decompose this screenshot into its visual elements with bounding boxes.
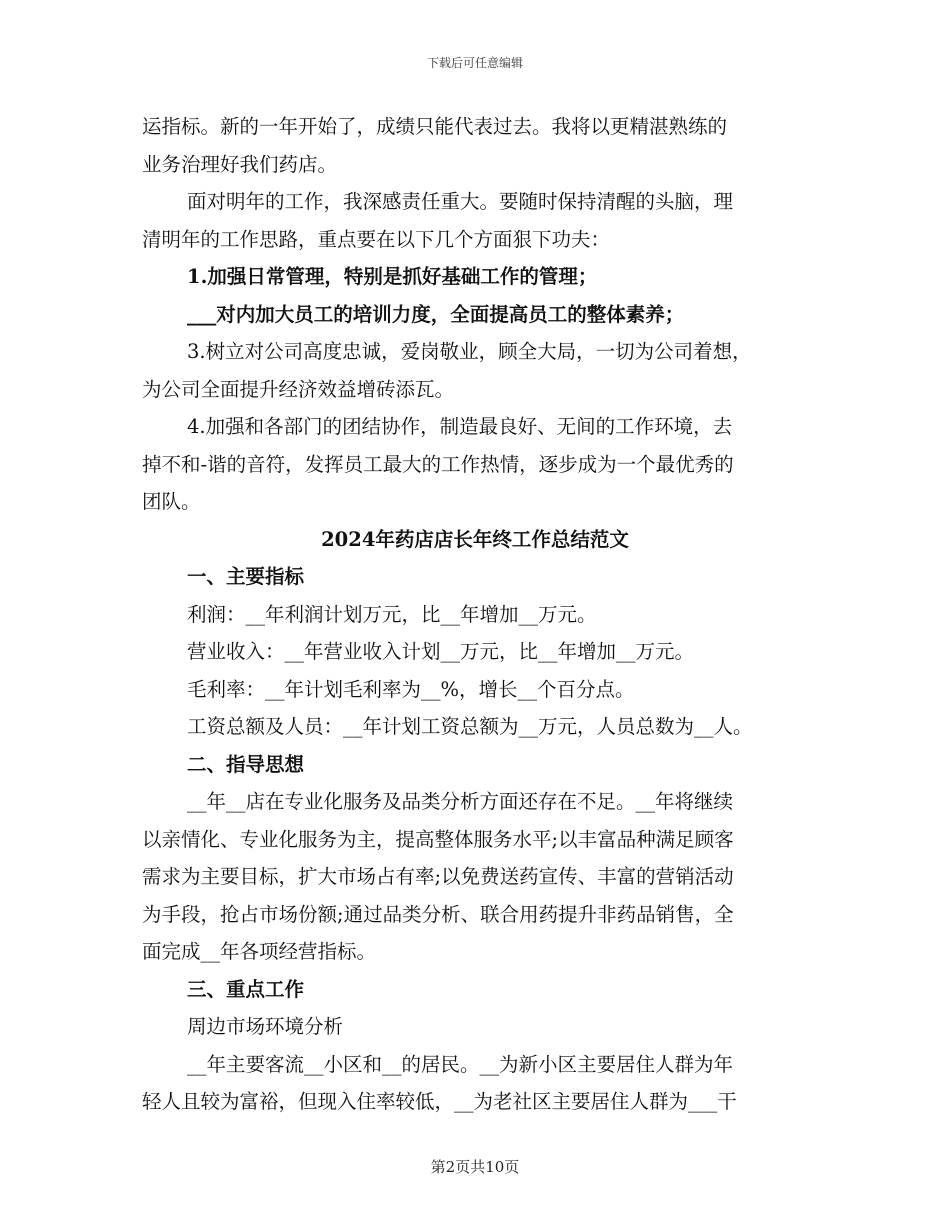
text-line: 以亲情化、专业化服务为主，提高整体服务水平;以丰富品种满足顾客 xyxy=(142,827,734,851)
text-line: 需求为主要目标，扩大市场占有率;以免费送药宣传、丰富的营销活动 xyxy=(142,865,734,888)
text-line: 掉不和-谐的音符，发挥员工最大的工作热情，逐步成为一个最优秀的 xyxy=(142,452,734,476)
text-line: 轻人且较为富裕，但现入住率较低，__为老社区主要居住人群为___干 xyxy=(142,1090,737,1113)
text-line: 团队。 xyxy=(142,490,201,513)
text-line: 业务治理好我们药店。 xyxy=(142,152,338,176)
subsection-heading: 周边市场环境分析 xyxy=(187,1015,344,1038)
section-heading: 一、主要指标 xyxy=(187,565,305,588)
text-line: 清明年的工作思路，重点要在以下几个方面狠下功夫： xyxy=(142,227,611,251)
text-line: 营业收入：__年营业收入计划__万元，比__年增加__万元。 xyxy=(187,640,695,663)
list-item-heading: ___对内加大员工的培训力度，全面提高员工的整体素养； xyxy=(187,302,685,326)
document-title: 2024年药店店长年终工作总结范文 xyxy=(321,527,629,551)
page-header: 下载后可任意编辑 xyxy=(426,56,523,70)
text-line: 为公司全面提升经济效益增砖添瓦。 xyxy=(142,377,455,401)
text-line: __年__店在专业化服务及品类分析方面还存在不足。__年将继续 xyxy=(187,790,734,813)
text-line: 为手段，抢占市场份额;通过品类分析、联合用药提升非药品销售，全 xyxy=(142,902,734,926)
text-line: 毛利率：__年计划毛利率为__%，增长__个百分点。 xyxy=(187,677,635,701)
section-heading: 二、指导思想 xyxy=(187,752,305,776)
text-line: 4.加强和各部门的团结协作，制造最良好、无间的工作环境，去 xyxy=(187,415,733,438)
text-line: 运指标。新的一年开始了，成绩只能代表过去。我将以更精湛熟练的 xyxy=(142,115,728,138)
section-heading: 三、重点工作 xyxy=(187,977,305,1001)
text-line: __年主要客流__小区和__的居民。__为新小区主要居住人群为年 xyxy=(187,1052,734,1076)
text-line: 面对明年的工作，我深感责任重大。要随时保持清醒的头脑，理 xyxy=(187,190,734,213)
text-line: 利润：__年利润计划万元，比__年增加__万元。 xyxy=(187,602,597,626)
document-body xyxy=(142,108,808,1121)
page-footer: 第2页共10页 xyxy=(430,1158,520,1176)
list-item-heading: 1.加强日常管理，特别是抓好基础工作的管理； xyxy=(187,265,598,288)
text-line: 工资总额及人员：__年计划工资总额为__万元，人员总数为__人。 xyxy=(187,715,753,738)
text-line: 3.树立对公司高度忠诚，爱岗敬业，顾全大局，一切为公司着想， xyxy=(187,340,752,363)
text-line: 面完成__年各项经营指标。 xyxy=(142,940,377,963)
